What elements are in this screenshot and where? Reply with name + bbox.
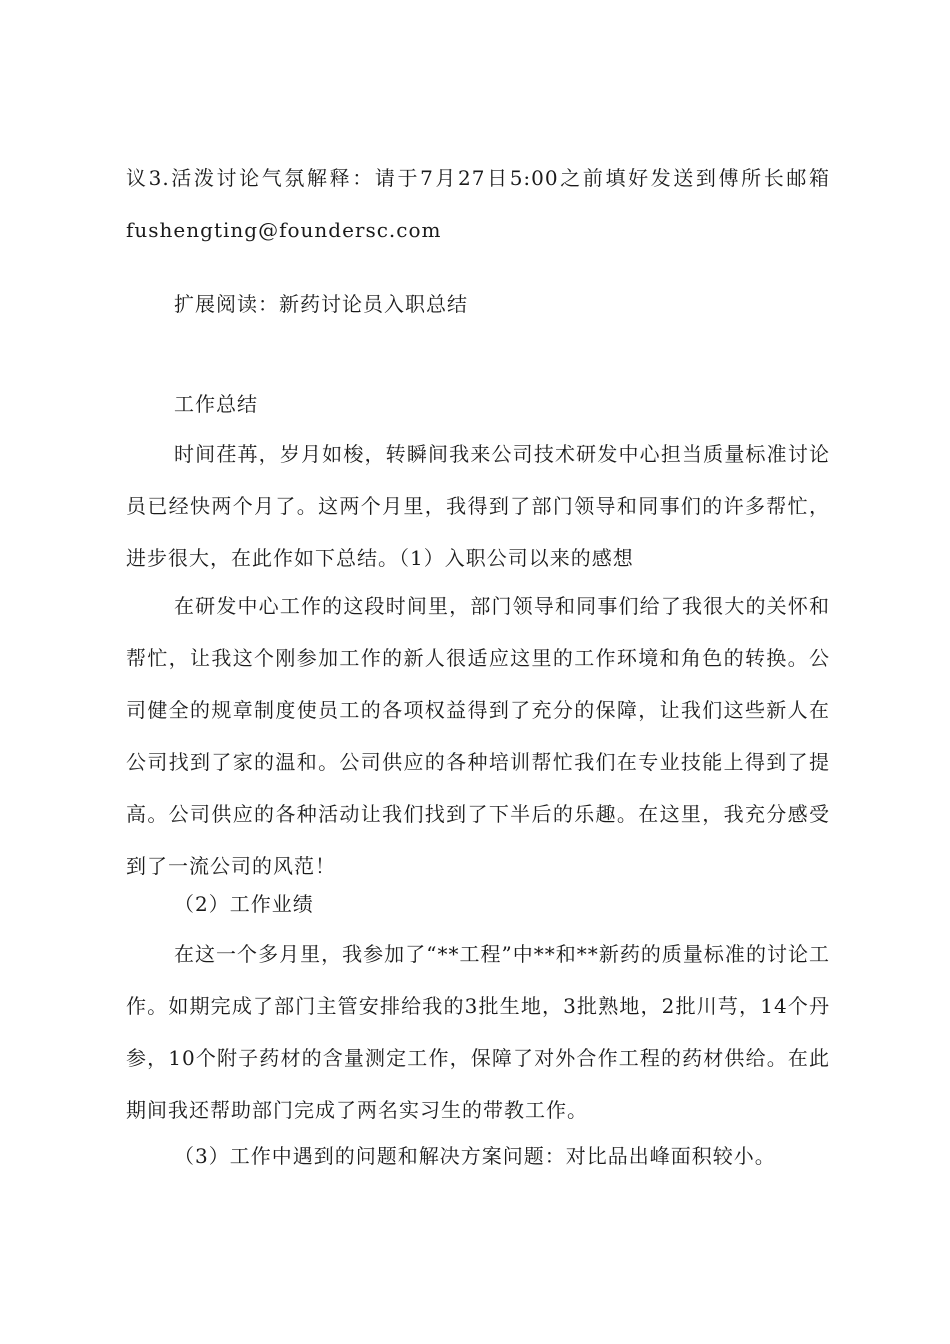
performance-paragraph: 在这一个多月里，我参加了“**工程”中**和**新药的质量标准的讨论工作。如期完成了部门主管安排给我的3批生地，3批熟地，2批川芎，14个丹参，10个附子药材的含量测定工作，保障了对外合作工程的药材供给。在此期间我还帮助部门完成了两名实习生的带教工作。 (126, 942, 830, 1122)
performance-heading: （2）工作业绩 (174, 892, 314, 916)
impressions-paragraph: 在研发中心工作的这段时间里，部门领导和同事们给了我很大的关怀和帮忙，让我这个刚参加工作的新人很适应这里的工作环境和角色的转换。公司健全的规章制度使员工的各项权益得到了充分的保障，让我们这些新人在公司找到了家的温和。公司供应的各种培训帮忙我们在专业技能上得到了提高。公司供应的各种活动让我们找到了下半后的乐趣。在这里，我充分感受到了一流公司的风范！ (126, 594, 830, 878)
extended-reading-heading: 扩展阅读：新药讨论员入职总结 (174, 292, 468, 316)
problems-paragraph: （3）工作中遇到的问题和解决方案问题：对比品出峰面积较小。 (174, 1144, 776, 1168)
continuation-paragraph: 议3.活泼讨论气氛解释：请于7月27日5:00之前填好发送到傅所长邮箱fushengting@foundersc.com (126, 166, 830, 242)
intro-paragraph: 时间荏苒，岁月如梭，转瞬间我来公司技术研发中心担当质量标准讨论员已经快两个月了。这两个月里，我得到了部门领导和同事们的许多帮忙，进步很大，在此作如下总结。（1）入职公司以来的感想 (126, 442, 830, 570)
section-title: 工作总结 (174, 392, 258, 416)
